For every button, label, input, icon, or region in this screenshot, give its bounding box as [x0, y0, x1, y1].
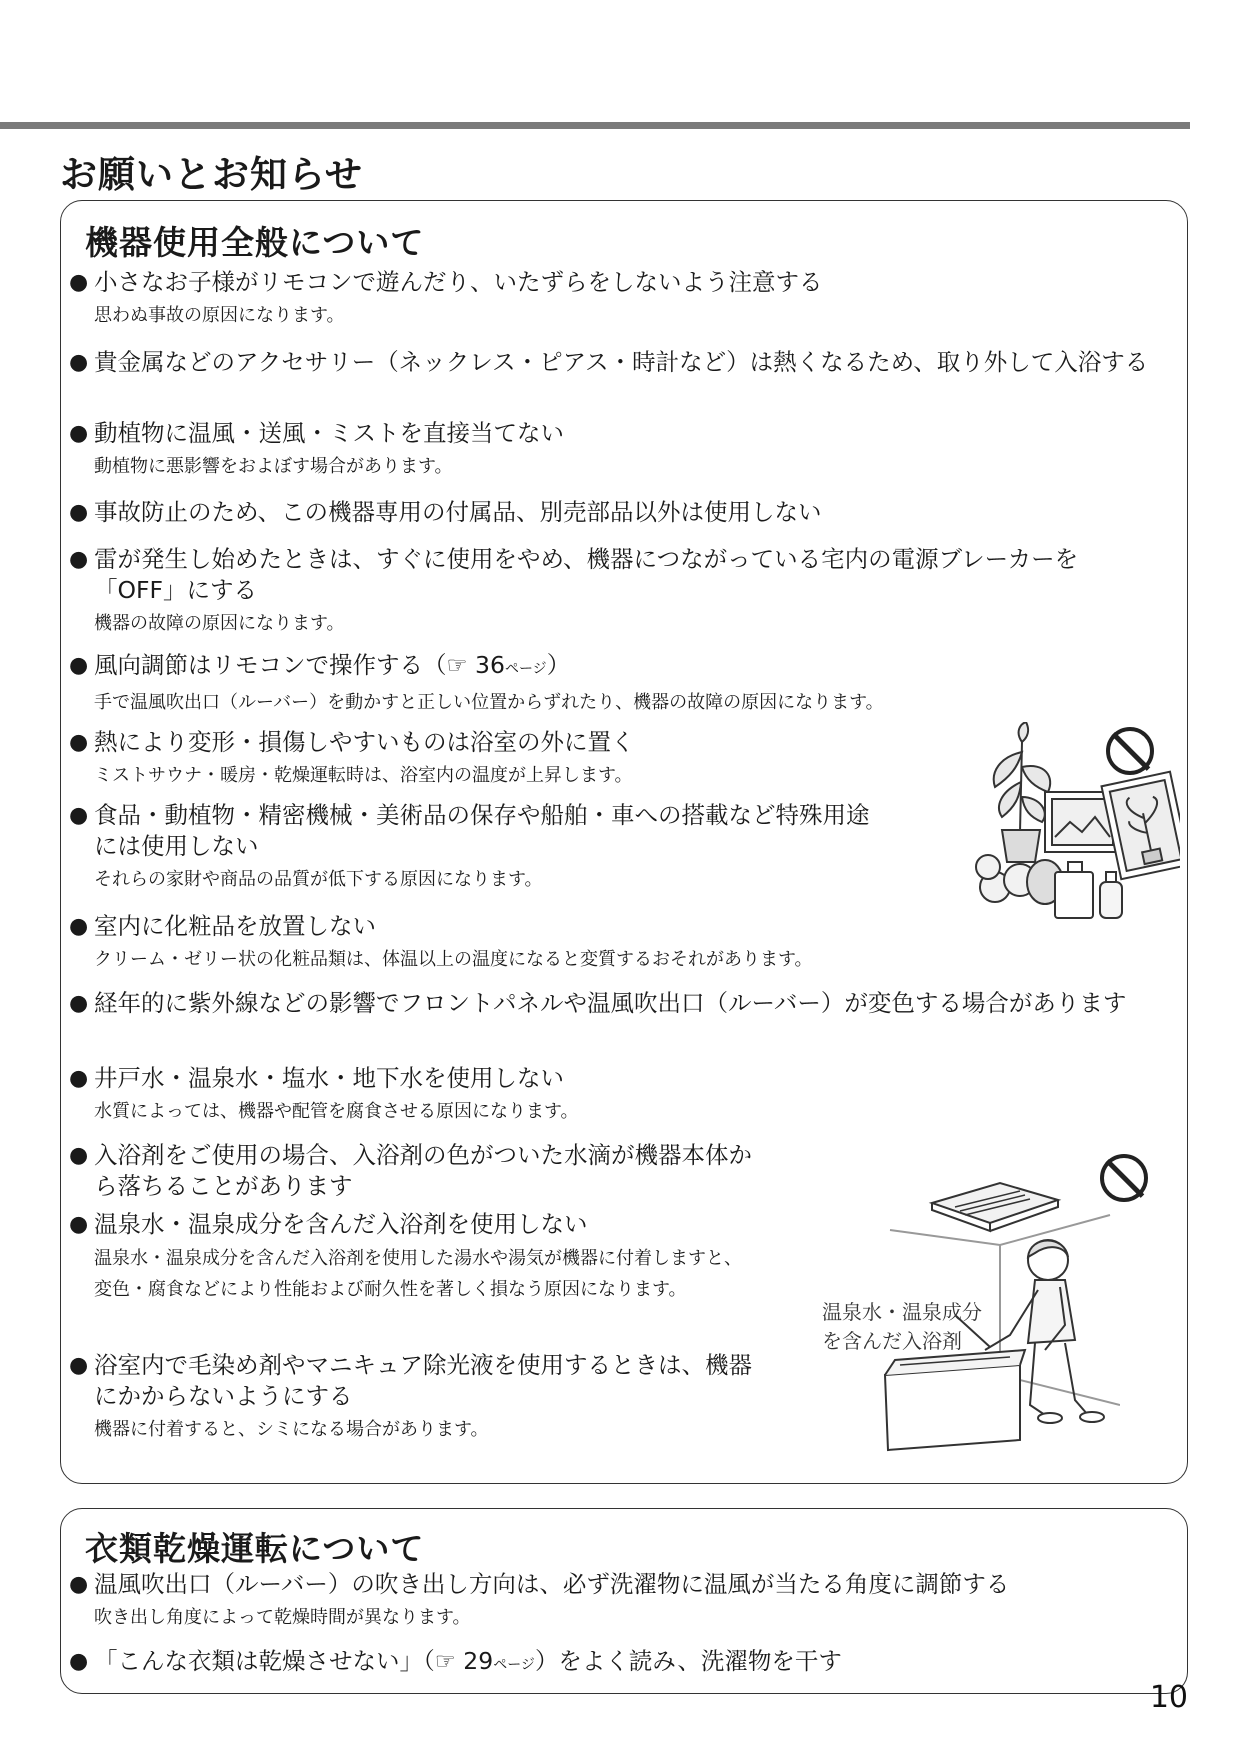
list-item — [70, 800, 890, 895]
item-heading: ● 事故防止のため、この機器専用の付属品、別売部品以外は使用しない — [70, 497, 1030, 528]
list-item — [70, 347, 1170, 378]
list-item — [70, 1646, 1070, 1681]
item-heading — [70, 1646, 1070, 1681]
top-divider — [0, 122, 1190, 129]
page-reference-unit: ページ — [504, 661, 547, 677]
list-item — [70, 1063, 970, 1127]
page-number: 10 — [1149, 1680, 1188, 1715]
list-item — [70, 988, 1170, 1019]
item-note: 機器の故障の原因になります。 — [94, 613, 345, 634]
item-heading-text: 「こんな衣類は乾燥させない」（☞ 29 — [94, 1647, 494, 1675]
item-note: 手で温風吹出口（ルーバー）を動かすと正しい位置からずれたり、機器の故障の原因になります。 — [94, 692, 884, 713]
item-heading: ● 貴金属などのアクセサリー（ネックレス・ピアス・時計など）は熱くなるため、取り外して入浴する — [70, 347, 1154, 378]
item-heading: ● 雷が発生し始めたときは、すぐに使用をやめ、機器につながっている宅内の電源ブレーカーを「OFF」にする — [70, 544, 1154, 606]
item-heading-text: 風向調節はリモコンで操作する（☞ 36 — [94, 651, 505, 679]
list-item — [70, 1209, 770, 1305]
list-item — [70, 267, 990, 331]
item-heading: ● 食品・動植物・精密機械・美術品の保存や船舶・車への搭載など特殊用途には使用しない — [70, 800, 884, 862]
item-heading: ● 浴室内で毛染め剤やマニキュア除光液を使用するときは、機器にかからないようにする — [70, 1350, 764, 1412]
item-heading: ● 小さなお子様がリモコンで遊んだり、いたずらをしないよう注意する — [70, 267, 990, 298]
item-heading: ● 熱により変形・損傷しやすいものは浴室の外に置く — [70, 727, 930, 758]
section-title: 衣類乾燥運転について — [85, 1529, 425, 1568]
list-item — [70, 418, 990, 482]
illustration-caption — [822, 1298, 982, 1356]
page-reference-unit: ページ — [493, 1657, 535, 1673]
list-item — [70, 727, 930, 791]
item-heading: ● 入浴剤をご使用の場合、入浴剤の色がついた水滴が機器本体から落ちることがあります — [70, 1140, 764, 1202]
list-item — [70, 544, 1170, 639]
item-note: 吹き出し角度によって乾燥時間が異なります。 — [94, 1607, 471, 1628]
list-item — [70, 1350, 770, 1445]
caption-line: 温泉水・温泉成分 — [822, 1300, 982, 1324]
caption-line: を含んだ入浴剤 — [822, 1329, 962, 1353]
item-note: 動植物に悪影響をおよぼす場合があります。 — [94, 456, 453, 477]
plants-and-goods-illustration — [960, 722, 1180, 922]
item-note: 機器に付着すると、シミになる場合があります。 — [94, 1419, 489, 1440]
list-item — [70, 1569, 1170, 1633]
item-heading: ● 温泉水・温泉成分を含んだ入浴剤を使用しない — [70, 1209, 770, 1240]
item-heading-end: ）をよく読み、洗濯物を干す — [534, 1647, 842, 1675]
list-item — [70, 650, 1170, 718]
item-heading: ● 井戸水・温泉水・塩水・地下水を使用しない — [70, 1063, 970, 1094]
item-note: ミストサウナ・暖房・乾燥運転時は、浴室内の温度が上昇します。 — [94, 765, 633, 786]
list-item — [70, 497, 1030, 528]
item-note: 温泉水・温泉成分を含んだ入浴剤を使用した湯水や湯気が機器に付着しますと、変色・腐食などにより性能および耐久性を著しく損なう原因になります。 — [94, 1248, 742, 1300]
item-heading — [70, 650, 1170, 685]
item-note: クリーム・ゼリー状の化粧品類は、体温以上の温度になると変質するおそれがあります。 — [94, 949, 813, 970]
item-heading: ● 室内に化粧品を放置しない — [70, 911, 1130, 942]
item-note: 水質によっては、機器や配管を腐食させる原因になります。 — [94, 1101, 579, 1122]
item-heading-end: ） — [546, 651, 571, 679]
item-note: それらの家財や商品の品質が低下する原因になります。 — [94, 869, 543, 890]
item-heading: ● 動植物に温風・送風・ミストを直接当てない — [70, 418, 990, 449]
item-heading: ● 経年的に紫外線などの影響でフロントパネルや温風吹出口（ルーバー）が変色する場合があります — [70, 988, 1154, 1019]
list-item — [70, 1140, 770, 1202]
section-title: 機器使用全般について — [85, 223, 425, 262]
item-heading: ● 温風吹出口（ルーバー）の吹き出し方向は、必ず洗濯物に温風が当たる角度に調節する — [70, 1569, 1170, 1600]
page-title: お願いとお知らせ — [60, 153, 363, 196]
item-note: 思わぬ事故の原因になります。 — [94, 305, 345, 326]
